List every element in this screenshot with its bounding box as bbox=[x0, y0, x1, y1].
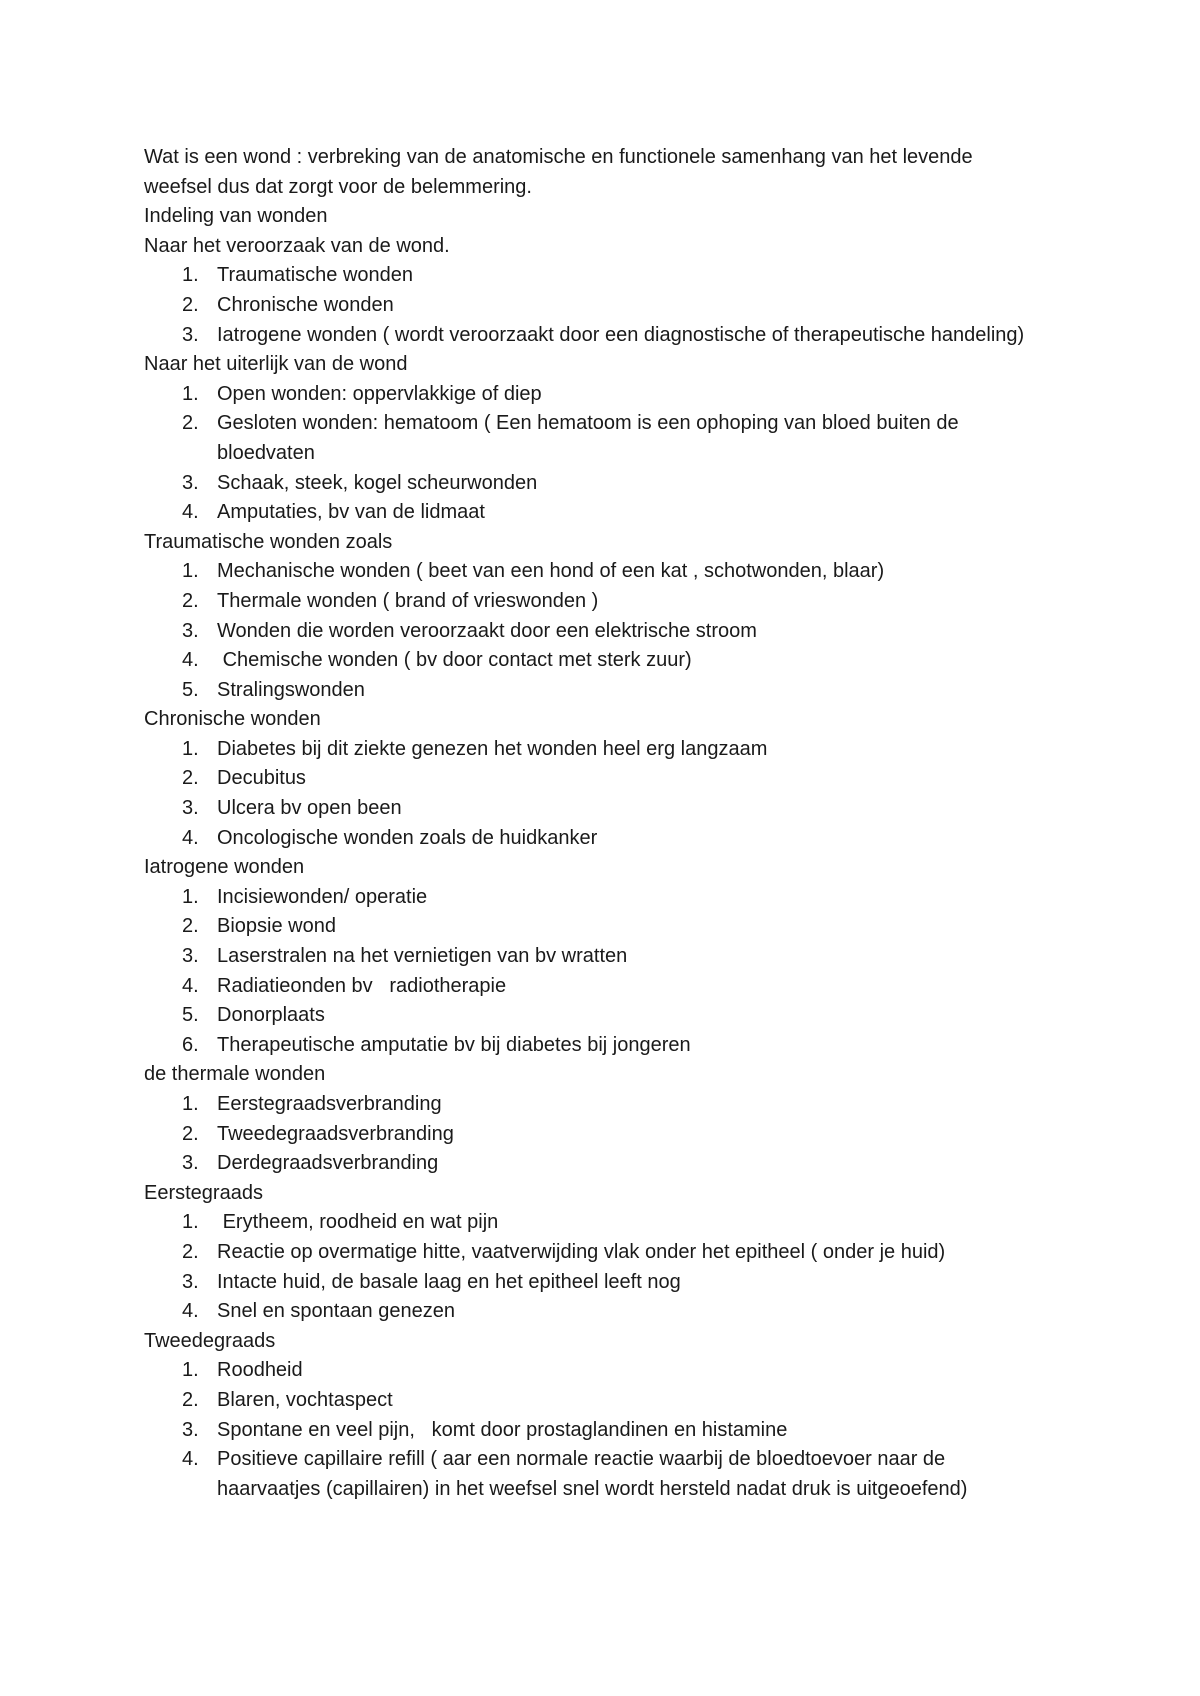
section-heading: Naar het uiterlijk van de wond bbox=[144, 353, 408, 376]
list-item-text: Radiatieonden bv radiotherapie bbox=[217, 974, 507, 997]
list-item-text: Positieve capillaire refill ( aar een normale reactie waarbij de bloedtoevoer naar de haarvaatjes (capillairen) in het weefsel snel wordt hersteld nadat druk is uitgeoefend) bbox=[217, 1448, 968, 1500]
list-item bbox=[144, 617, 1044, 647]
list-item-number: 3. bbox=[182, 323, 199, 346]
list-item bbox=[144, 824, 1044, 854]
list-item bbox=[144, 469, 1044, 499]
list-item bbox=[144, 1120, 1044, 1150]
list-item-text: Oncologische wonden zoals de huidkanker bbox=[217, 826, 598, 849]
list-item-number: 2. bbox=[182, 1388, 199, 1411]
list-item-text: Biopsie wond bbox=[217, 915, 336, 938]
list-item-number: 5. bbox=[182, 1004, 199, 1027]
list-item-number: 2. bbox=[182, 1122, 199, 1145]
intro-paragraph: Wat is een wond : verbreking van de anatomische en functionele samenhang van het levende weefsel dus dat zorgt voor de belemmering. bbox=[144, 146, 973, 198]
list-item-number: 2. bbox=[182, 412, 199, 435]
list-item-text: Tweedegraadsverbranding bbox=[217, 1122, 454, 1145]
list-item bbox=[144, 409, 1044, 468]
list-item-number: 1. bbox=[182, 1211, 199, 1234]
numbered-list bbox=[144, 735, 1044, 853]
list-item-number: 4. bbox=[182, 1300, 199, 1323]
list-item bbox=[144, 972, 1044, 1002]
document-page bbox=[144, 143, 1044, 1504]
list-item-text: Thermale wonden ( brand of vrieswonden ) bbox=[217, 589, 599, 612]
numbered-list bbox=[144, 380, 1044, 528]
list-item-text: Diabetes bij dit ziekte genezen het wonden heel erg langzaam bbox=[217, 737, 768, 760]
list-item-text: Chemische wonden ( bv door contact met sterk zuur) bbox=[217, 649, 692, 672]
list-item bbox=[144, 1416, 1044, 1446]
numbered-list bbox=[144, 557, 1044, 705]
list-item bbox=[144, 1031, 1044, 1061]
list-item-text: Stralingswonden bbox=[217, 678, 365, 701]
section-heading: de thermale wonden bbox=[144, 1063, 326, 1086]
list-item-text: Open wonden: oppervlakkige of diep bbox=[217, 382, 542, 405]
list-item-number: 2. bbox=[182, 915, 199, 938]
list-item bbox=[144, 794, 1044, 824]
list-item-text: Reactie op overmatige hitte, vaatverwijding vlak onder het epitheel ( onder je huid) bbox=[217, 1240, 946, 1263]
section-heading: Eerstegraads bbox=[144, 1181, 263, 1204]
list-item bbox=[144, 735, 1044, 765]
list-item-text: Decubitus bbox=[217, 767, 306, 790]
list-item-text: Snel en spontaan genezen bbox=[217, 1300, 455, 1323]
list-item bbox=[144, 587, 1044, 617]
list-item-number: 2. bbox=[182, 293, 199, 316]
list-item-number: 1. bbox=[182, 1093, 199, 1115]
numbered-list bbox=[144, 1208, 1044, 1326]
list-item-number: 2. bbox=[182, 767, 199, 790]
list-item bbox=[144, 646, 1044, 676]
list-item bbox=[144, 380, 1044, 410]
list-item-number: 4. bbox=[182, 1448, 199, 1471]
list-item-number: 4. bbox=[182, 826, 199, 849]
list-item bbox=[144, 1445, 1044, 1504]
list-item bbox=[144, 498, 1044, 528]
list-item-number: 3. bbox=[182, 797, 199, 820]
list-item bbox=[144, 1386, 1044, 1416]
section-heading: Tweedegraads bbox=[144, 1329, 276, 1352]
list-item-text: Mechanische wonden ( beet van een hond of een kat , schotwonden, blaar) bbox=[217, 560, 885, 583]
list-item bbox=[144, 1208, 1044, 1238]
numbered-list bbox=[144, 1356, 1044, 1504]
list-item bbox=[144, 321, 1044, 351]
list-item-text: Schaak, steek, kogel scheurwonden bbox=[217, 471, 538, 494]
list-item-number: 4. bbox=[182, 649, 199, 672]
list-item-number: 1. bbox=[182, 560, 199, 583]
list-item bbox=[144, 676, 1044, 706]
numbered-list bbox=[144, 883, 1044, 1061]
list-item-text: Iatrogene wonden ( wordt veroorzaakt door een diagnostische of therapeutische handeling) bbox=[217, 323, 1025, 346]
numbered-list bbox=[144, 261, 1044, 350]
list-item-text: Derdegraadsverbranding bbox=[217, 1152, 439, 1175]
list-item-number: 3. bbox=[182, 619, 199, 642]
list-item bbox=[144, 1001, 1044, 1031]
list-item bbox=[144, 557, 1044, 587]
list-item-number: 3. bbox=[182, 471, 199, 494]
list-item-text: Gesloten wonden: hematoom ( Een hematoom is een ophoping van bloed buiten de bloedvaten bbox=[217, 412, 965, 464]
list-item-text: Laserstralen na het vernietigen van bv wratten bbox=[217, 945, 628, 968]
list-item-number: 3. bbox=[182, 1270, 199, 1293]
list-item-number: 1. bbox=[182, 737, 199, 760]
list-item bbox=[144, 1238, 1044, 1268]
list-item-text: Incisiewonden/ operatie bbox=[217, 885, 428, 908]
list-item bbox=[144, 1356, 1044, 1386]
list-item bbox=[144, 1297, 1044, 1327]
list-item-text: Blaren, vochtaspect bbox=[217, 1388, 393, 1411]
list-item-text: Therapeutische amputatie bv bij diabetes bij jongeren bbox=[217, 1033, 691, 1056]
list-item-number: 4. bbox=[182, 974, 199, 997]
list-item-number: 4. bbox=[182, 501, 199, 524]
section-heading: Naar het veroorzaak van de wond. bbox=[144, 234, 450, 257]
section-heading: Chronische wonden bbox=[144, 708, 321, 731]
document-body bbox=[144, 202, 1044, 1504]
list-item-number: 3. bbox=[182, 1152, 199, 1175]
list-item-number: 5. bbox=[182, 678, 199, 701]
list-item-text: Chronische wonden bbox=[217, 293, 394, 316]
list-item bbox=[144, 1090, 1044, 1120]
list-item-number: 1. bbox=[182, 382, 199, 405]
list-item-text: Amputaties, bv van de lidmaat bbox=[217, 501, 485, 524]
list-item-text: Eerstegraadsverbranding bbox=[217, 1093, 442, 1115]
list-item bbox=[144, 883, 1044, 913]
list-item-text: Ulcera bv open been bbox=[217, 797, 402, 820]
list-item-number: 3. bbox=[182, 945, 199, 968]
list-item-text: Donorplaats bbox=[217, 1004, 325, 1027]
section-heading: Traumatische wonden zoals bbox=[144, 530, 393, 553]
list-item bbox=[144, 291, 1044, 321]
list-item-number: 1. bbox=[182, 1359, 199, 1382]
list-item bbox=[144, 1149, 1044, 1179]
list-item-text: Roodheid bbox=[217, 1359, 303, 1382]
list-item bbox=[144, 1268, 1044, 1298]
list-item-number: 6. bbox=[182, 1033, 199, 1056]
list-item-text: Erytheem, roodheid en wat pijn bbox=[217, 1211, 499, 1234]
list-item-text: Spontane en veel pijn, komt door prostaglandinen en histamine bbox=[217, 1418, 788, 1441]
list-item-number: 1. bbox=[182, 885, 199, 908]
list-item-number: 2. bbox=[182, 589, 199, 612]
section-heading: Indeling van wonden bbox=[144, 205, 328, 228]
list-item bbox=[144, 764, 1044, 794]
list-item-number: 3. bbox=[182, 1418, 199, 1441]
list-item bbox=[144, 261, 1044, 291]
numbered-list bbox=[144, 1090, 1044, 1179]
list-item-number: 2. bbox=[182, 1240, 199, 1263]
section-heading: Iatrogene wonden bbox=[144, 856, 305, 879]
list-item-text: Wonden die worden veroorzaakt door een elektrische stroom bbox=[217, 619, 757, 642]
list-item bbox=[144, 912, 1044, 942]
list-item-text: Traumatische wonden bbox=[217, 264, 414, 287]
list-item-number: 1. bbox=[182, 264, 199, 287]
list-item-text: Intacte huid, de basale laag en het epitheel leeft nog bbox=[217, 1270, 681, 1293]
list-item bbox=[144, 942, 1044, 972]
